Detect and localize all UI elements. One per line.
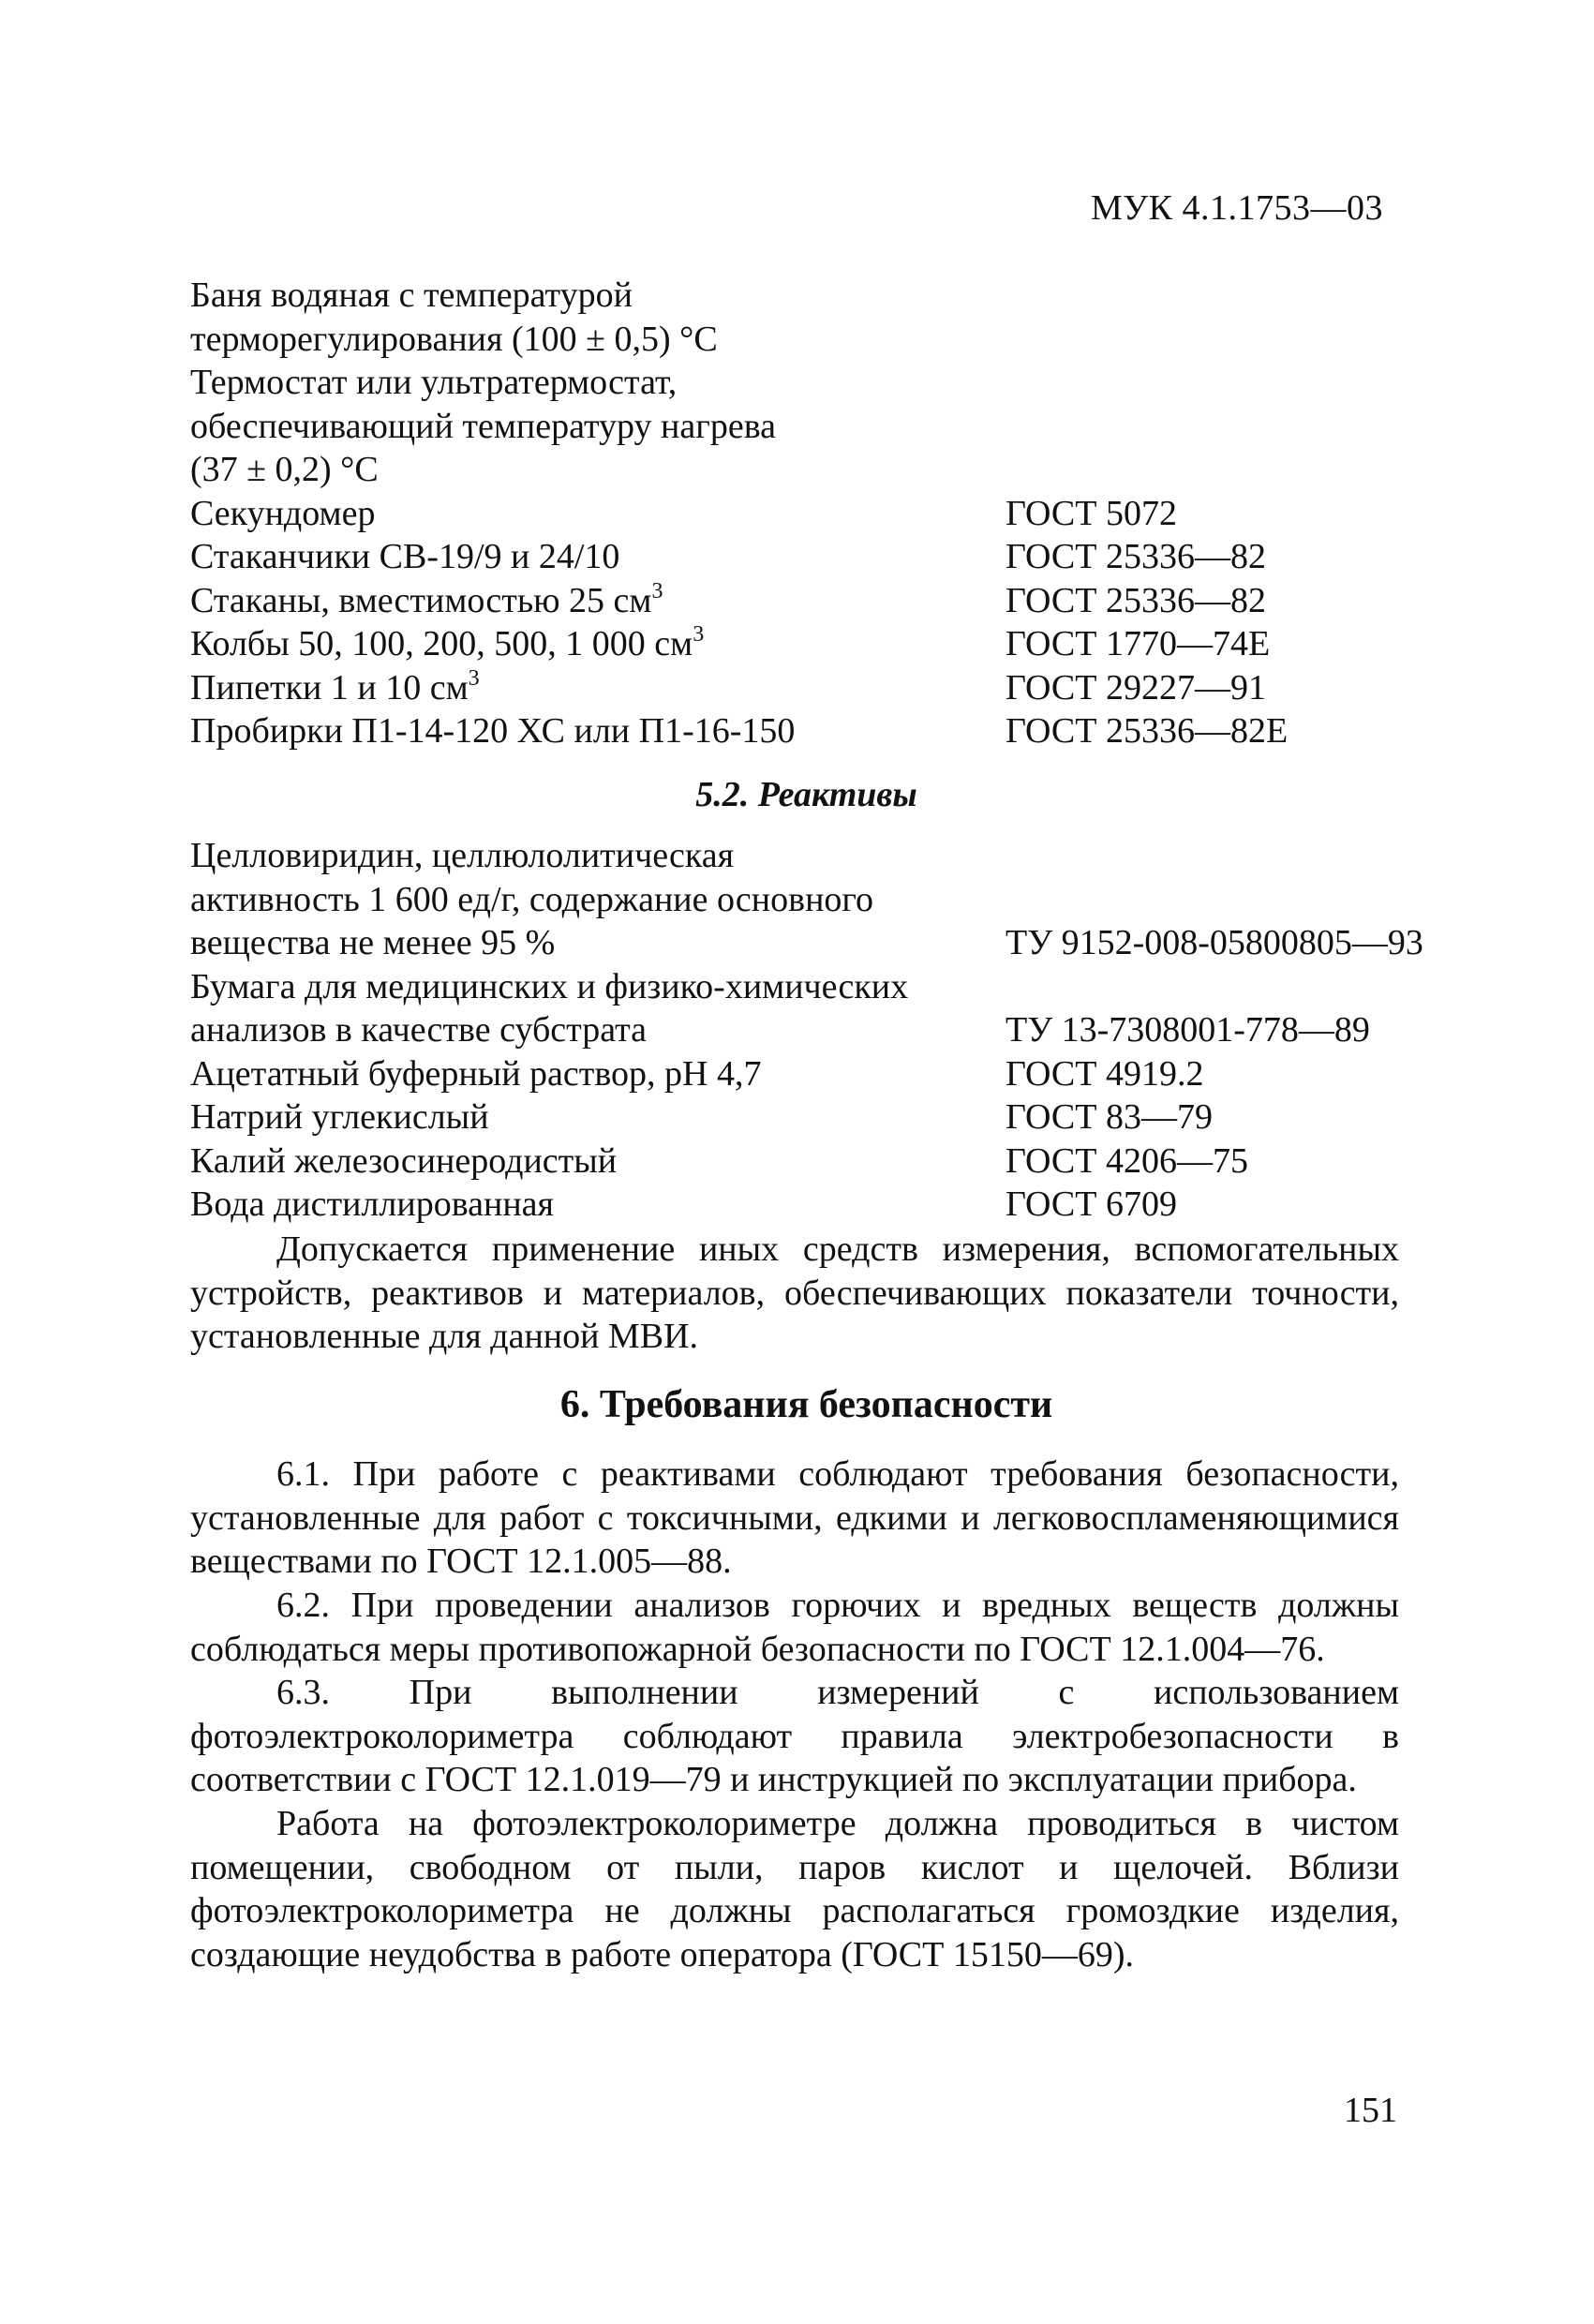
item-standard: ГОСТ 25336—82Е <box>1006 711 1289 751</box>
item-name: активность 1 600 ед/г, содержание основного <box>190 879 874 919</box>
item-standard: ГОСТ 25336—82 <box>1006 580 1266 620</box>
list-item <box>190 361 1408 405</box>
superscript: 3 <box>693 622 705 647</box>
item-name: (37 ± 0,2) °С <box>190 450 379 489</box>
item-standard: ТУ 13-7308001-778—89 <box>1006 1010 1370 1050</box>
item-standard <box>1006 405 1408 449</box>
item-name: Калий железосинеродистый <box>190 1140 618 1181</box>
item-name: обеспечивающий температуру нагрева <box>190 406 777 446</box>
list-item <box>190 1140 1437 1184</box>
item-name: анализов в качестве субстрата <box>190 1010 648 1050</box>
item-standard <box>1006 318 1408 362</box>
item-standard: ГОСТ 4206—75 <box>1006 1140 1248 1181</box>
item-name: Термостат или ультратермостат, <box>190 363 678 402</box>
reagents-subheading: 5.2. Реактивы <box>695 775 917 814</box>
list-item <box>190 492 1408 536</box>
list-item <box>190 448 1408 492</box>
item-standard: ГОСТ 1770—74Е <box>1006 624 1271 663</box>
safety-paragraph-6-1: 6.1. При работе с реактивами соблюдают требования безопасности, установленные для работ с токсичными, едкими и легковоспламеняющимися веществами по ГОСТ 12.1.005—88. <box>190 1454 1399 1581</box>
list-item <box>190 1052 1437 1096</box>
item-standard <box>1006 834 1437 878</box>
list-item <box>190 579 1408 623</box>
safety-paragraph-6-2: 6.2. При проведении анализов горючих и вредных веществ должны соблюдаться меры противопожарной безопасности по ГОСТ 12.1.004—76. <box>190 1586 1399 1669</box>
item-standard <box>1006 878 1437 922</box>
page-number: 151 <box>1344 2091 1397 2130</box>
item-standard <box>1006 448 1408 492</box>
item-name: Натрий углекислый <box>190 1097 489 1137</box>
item-standard: ГОСТ 4919.2 <box>1006 1053 1204 1094</box>
item-name: Стаканы, вместимостью 25 $см^3$ <box>190 578 663 620</box>
item-standard: ГОСТ 83—79 <box>1006 1097 1213 1137</box>
item-name: Колбы 50, 100, 200, 500, 1 000 $см^3$ <box>190 622 705 663</box>
list-item <box>190 878 1437 922</box>
item-name: Секундомер <box>190 493 376 533</box>
list-item <box>190 318 1408 362</box>
list-item <box>190 921 1437 965</box>
item-name: Стаканчики СВ-19/9 и 24/10 <box>190 537 620 576</box>
list-item <box>190 965 1437 1009</box>
list-item <box>190 1183 1437 1227</box>
list-item <box>190 834 1437 878</box>
item-name: Целловиридин, целлюлолитическая <box>190 836 735 875</box>
item-standard: ТУ 9152-008-05800805—93 <box>1006 923 1423 962</box>
section-title: 6. Требования безопасности <box>559 1383 1053 1426</box>
item-standard <box>1006 274 1408 318</box>
allowance-paragraph: Допускается применение иных средств измерения, вспомогательных устройств, реактивов и материалов, обеспечивающих показатели точности, установленные для данной МВИ. <box>190 1229 1399 1356</box>
list-item <box>190 622 1408 666</box>
item-name: Вода дистиллированная <box>190 1184 555 1224</box>
item-name: терморегулирования (100 ± 0,5) °С <box>190 319 718 359</box>
list-item <box>190 1095 1437 1140</box>
list-item <box>190 1008 1437 1052</box>
item-name: Пробирки П1-14-120 ХС или П1-16-150 <box>190 711 796 751</box>
safety-paragraph-6-3: 6.3. При выполнении измерений с использованием фотоэлектроколориметра соблюдают правила электробезопасности в соответствии с ГОСТ 12.1.019—79 и инструкцией по эксплуатации прибора. <box>190 1673 1399 1799</box>
equipment-list <box>190 274 1408 753</box>
item-name: Баня водяная с температурой <box>190 276 633 315</box>
item-standard: ГОСТ 25336—82 <box>1006 537 1266 576</box>
list-item <box>190 274 1408 318</box>
superscript: 3 <box>651 578 663 603</box>
item-standard <box>1006 361 1408 405</box>
item-standard: ГОСТ 6709 <box>1006 1184 1177 1224</box>
item-name: вещества не менее 95 % <box>190 923 556 962</box>
list-item <box>190 405 1408 449</box>
document-header: МУК 4.1.1753—03 <box>1090 188 1383 228</box>
list-item <box>190 666 1408 710</box>
item-name: Бумага для медицинских и физико-химических <box>190 966 909 1006</box>
reagents-list <box>190 834 1437 1227</box>
list-item <box>190 709 1408 753</box>
item-standard: ГОСТ 5072 <box>1006 493 1177 533</box>
item-name: Пипетки 1 и 10 $см^3$ <box>190 665 480 708</box>
item-standard <box>1006 965 1437 1009</box>
superscript: 3 <box>468 665 480 691</box>
item-name: Ацетатный буферный раствор, рН 4,7 <box>190 1053 762 1094</box>
safety-paragraph-operator: Работа на фотоэлектроколориметре должна проводиться в чистом помещении, свободном от пыли, паров кислот и щелочей. Вблизи фотоэлектроколориметра не должны располагаться громоздкие изделия, создающие неудобства в работе оператора (ГОСТ 15150—69). <box>190 1804 1399 1974</box>
list-item <box>190 535 1408 579</box>
item-standard: ГОСТ 29227—91 <box>1006 667 1266 708</box>
